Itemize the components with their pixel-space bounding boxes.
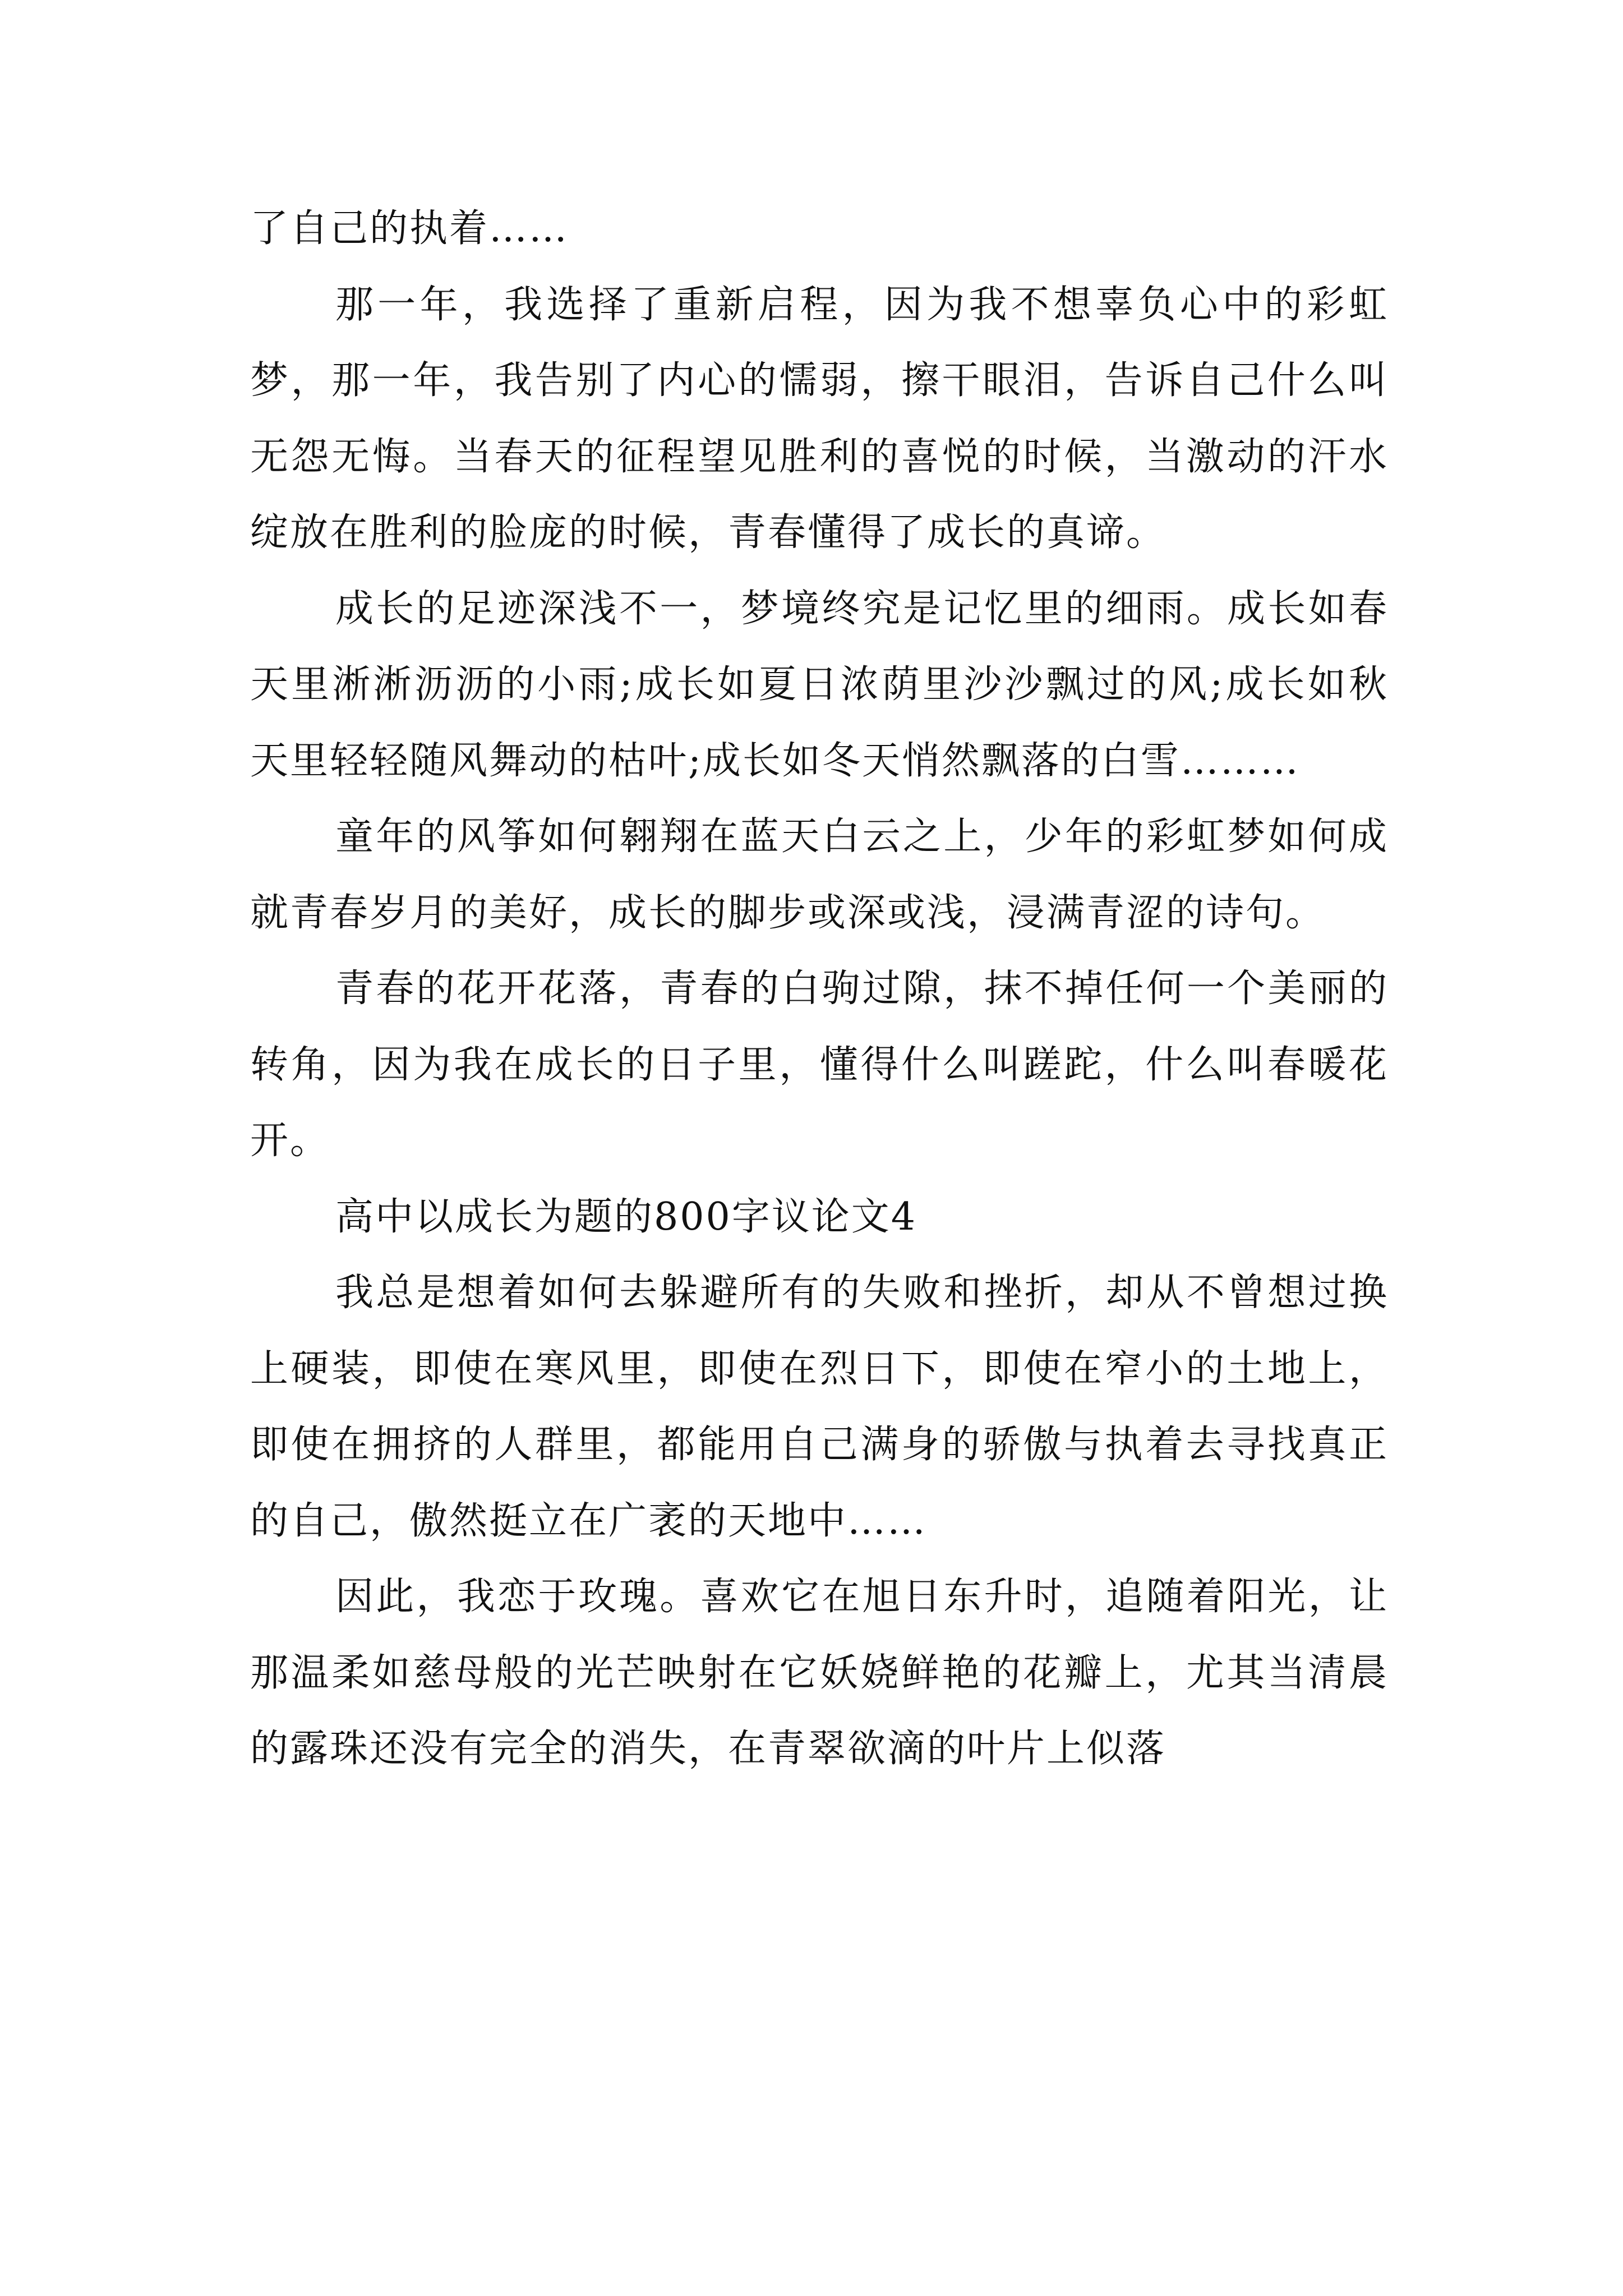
document-body [250,191,1389,1787]
paragraph: 童年的风筝如何翱翔在蓝天白云之上，少年的彩虹梦如何成就青春岁月的美好，成长的脚步或深或浅，浸满青涩的诗句。 [250,815,1389,935]
paragraph: 青春的花开花落，青春的白驹过隙，抹不掉任何一个美丽的转角，因为我在成长的日子里，懂得什么叫蹉跎，什么叫春暖花开。 [250,967,1389,1163]
section-heading: 高中以成长为题的800字议论文4 [335,1194,917,1239]
paragraph: 那一年，我选择了重新启程，因为我不想辜负心中的彩虹梦，那一年，我告别了内心的懦弱，擦干眼泪，告诉自己什么叫无怨无悔。当春天的征程望见胜利的喜悦的时候，当激动的汗水绽放在胜利的脸庞的时候，青春懂得了成长的真谛。 [250,282,1389,555]
paragraph: 我总是想着如何去躲避所有的失败和挫折，却从不曾想过换上硬装，即使在寒风里，即使在烈日下，即使在窄小的土地上，即使在拥挤的人群里，都能用自己满身的骄傲与执着去寻找真正的自己，傲然挺立在广袤的天地中…… [250,1271,1389,1543]
paragraph: 成长的足迹深浅不一，梦境终究是记忆里的细雨。成长如春天里淅淅沥沥的小雨;成长如夏日浓荫里沙沙飘过的风;成长如秋天里轻轻随风舞动的枯叶;成长如冬天悄然飘落的白雪……… [250,586,1389,783]
paragraph: 因此，我恋于玫瑰。喜欢它在旭日东升时，追随着阳光，让那温柔如慈母般的光芒映射在它妖娆鲜艳的花瓣上，尤其当清晨的露珠还没有完全的消失，在青翠欲滴的叶片上似落 [250,1575,1389,1771]
continuation-line: 了自己的执着…… [250,206,569,251]
